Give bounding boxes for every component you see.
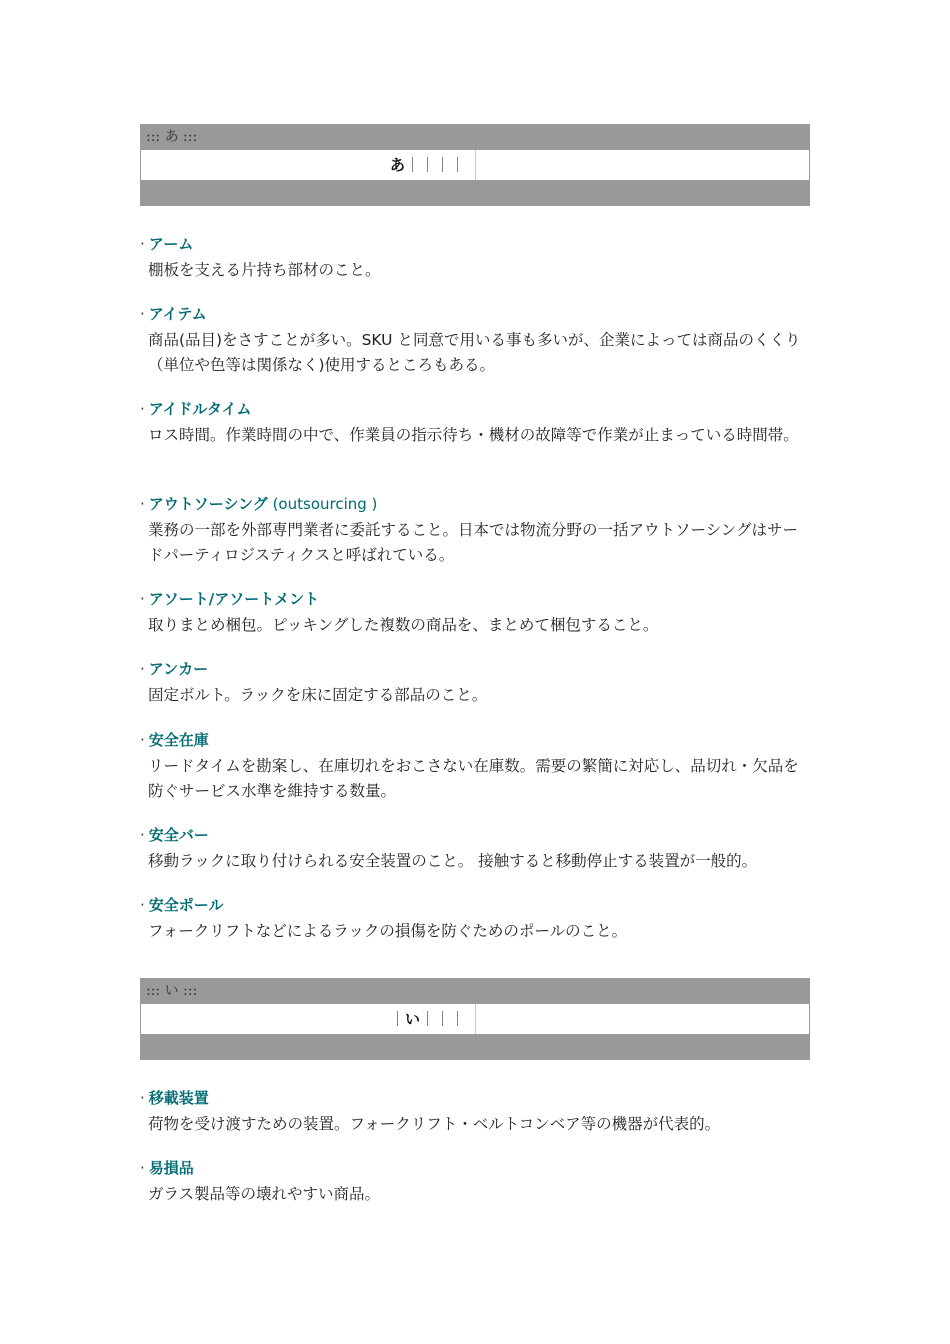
term-text: アウトソーシング [148,495,268,513]
bullet: · [140,731,145,749]
kana-nav-links [141,1004,476,1034]
glossary-entry [140,658,810,708]
bullet: · [140,235,145,253]
entry-description: 取りまとめ梱包。ピッキングした複数の商品を、まとめて梱包すること。 [148,616,659,634]
bullet: · [140,590,145,608]
kana-nav [140,1004,810,1034]
glossary-entry [140,1157,810,1207]
section-title: ::: あ ::: [140,124,810,150]
nav-links[interactable]: ｜｜｜｜ [404,156,465,174]
nav-links[interactable]: ｜ [389,1010,405,1028]
glossary-entry [140,824,810,874]
term-text: 安全バー [148,826,209,844]
glossary-entry [140,493,810,567]
glossary-entry [140,729,810,803]
kana-nav-links [141,150,476,180]
term-text: 移載装置 [148,1089,209,1107]
term-text: アーム [148,235,194,253]
entry-description: リードタイムを勘案し、在庫切れをおこさない在庫数。需要の繁簡に対応し、品切れ・欠品を防ぐサービス水準を維持する数量。 [148,757,799,800]
entry-description: 棚板を支える片持ち部材のこと。 [148,261,381,279]
term-text: アイテム [148,305,207,323]
term-text: アソート/アソートメント [148,590,320,608]
section-title: ::: い ::: [140,978,810,1004]
term-text: 易損品 [148,1159,194,1177]
entry-description: 業務の一部を外部専門業者に委託すること。日本では物流分野の一括アウトソーシングはサードパーティロジスティクスと呼ばれている。 [148,521,798,564]
entry-term [140,233,810,255]
nav-current-kana[interactable]: あ [389,156,405,174]
kana-nav [140,150,810,180]
bullet: · [140,305,145,323]
glossary-entry [140,398,810,448]
entry-term [140,493,810,515]
entry-term [140,398,810,420]
term-english: (outsourcing ) [267,495,378,513]
term-text: 安全ポール [148,896,224,914]
entry-term [140,824,810,846]
bullet: · [140,1159,145,1177]
bullet: · [140,1089,145,1107]
bullet: · [140,400,145,418]
entry-term [140,658,810,680]
section-header-footer [140,180,810,206]
bullet: · [140,896,145,914]
entry-description: フォークリフトなどによるラックの損傷を防ぐためのポールのこと。 [148,922,628,940]
entry-description: 商品(品目)をさすことが多い。SKU と同意で用いる事も多いが、企業によっては商品のくくり（単位や色等は関係なく)使用するところもある。 [148,331,801,374]
entry-term [140,1157,810,1179]
entry-description: ガラス製品等の壊れやすい商品。 [148,1185,381,1203]
entry-term [140,894,810,916]
section-header-footer [140,1034,810,1060]
glossary-entry [140,233,810,283]
entry-term [140,1087,810,1109]
term-text: アンカー [148,660,209,678]
entry-term [140,729,810,751]
nav-current-kana[interactable]: い [404,1010,420,1028]
glossary-entry [140,588,810,638]
bullet: · [140,495,145,513]
entry-term [140,303,810,325]
entry-description: 荷物を受け渡すための装置。フォークリフト・ベルトコンベア等の機器が代表的。 [148,1115,721,1133]
entry-description: ロス時間。作業時間の中で、作業員の指示待ち・機材の故障等で作業が止まっている時間帯。 [148,426,799,444]
nav-links[interactable]: ｜｜｜ [419,1010,465,1028]
entry-description: 移動ラックに取り付けられる安全装置のこと。 接触すると移動停止する装置が一般的。 [148,852,758,870]
glossary-entry [140,303,810,377]
entry-description: 固定ボルト。ラックを床に固定する部品のこと。 [148,686,488,704]
glossary-entry [140,1087,810,1137]
entry-term [140,588,810,610]
term-text: 安全在庫 [148,731,209,749]
bullet: · [140,660,145,678]
glossary-entry [140,894,810,944]
term-text: アイドルタイム [148,400,252,418]
section-header-i [140,978,810,1060]
bullet: · [140,826,145,844]
section-header-a [140,124,810,206]
